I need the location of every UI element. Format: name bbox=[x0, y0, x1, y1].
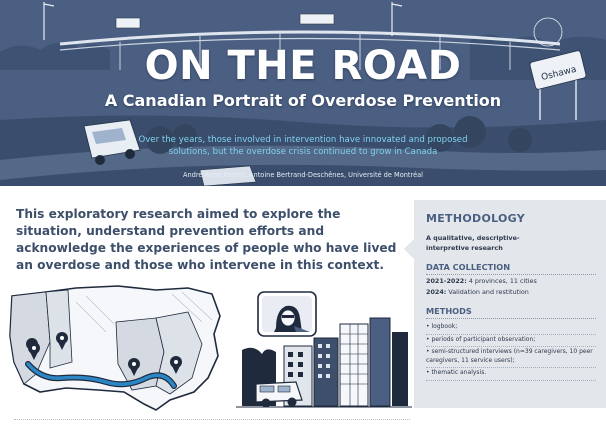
methodology-title: METHODOLOGY bbox=[426, 212, 526, 225]
list-item: • semi-structured interviews (n=39 caregivers, 10 peer caregivers, 11 service users); bbox=[426, 347, 596, 368]
data-collection-line bbox=[426, 276, 596, 286]
list-item: • logbook; bbox=[426, 322, 596, 335]
header-banner bbox=[0, 0, 606, 186]
methodology-description: A qualitative, descriptive-interpretive research bbox=[426, 234, 520, 252]
data-collection-line bbox=[426, 287, 596, 297]
data-collection-label: 2024: bbox=[426, 288, 447, 296]
page-subtitle: A Canadian Portrait of Overdose Prevention bbox=[104, 91, 502, 110]
data-collection-text: 4 provinces, 11 cities bbox=[468, 277, 537, 285]
page-title: ON THE ROAD bbox=[144, 43, 462, 89]
section-divider bbox=[14, 419, 410, 420]
methods-list bbox=[426, 322, 596, 381]
lead-text: Over the years, those involved in intervention have innovated and proposed solutions, but the overdose crisis continued to grow in Canada bbox=[138, 135, 468, 157]
sign-text: Oshawa bbox=[540, 64, 578, 84]
list-item: • thematic analysis. bbox=[426, 368, 596, 381]
data-collection-label: 2021-2022: bbox=[426, 277, 467, 285]
list-item: • periods of participant observation; bbox=[426, 335, 596, 348]
canada-map-illustration bbox=[6, 282, 228, 422]
data-collection-heading: DATA COLLECTION bbox=[426, 262, 596, 275]
data-collection-text: Validation and restitution bbox=[448, 288, 529, 296]
intro-paragraph: This exploratory research aimed to explore the situation, understand prevention efforts and acknowledge the experiences of people who have lived an overdose and those who intervene in this context. bbox=[16, 207, 397, 272]
methods-heading: METHODS bbox=[426, 306, 596, 319]
city-skyline-illustration bbox=[236, 288, 412, 412]
methodology-panel bbox=[414, 200, 606, 408]
driver-portrait-illustration bbox=[258, 292, 316, 336]
van-icon bbox=[256, 382, 302, 408]
authors-line: André-Anne Parent, Antoine Bertrand-Deschênes, Université de Montréal bbox=[182, 171, 424, 179]
